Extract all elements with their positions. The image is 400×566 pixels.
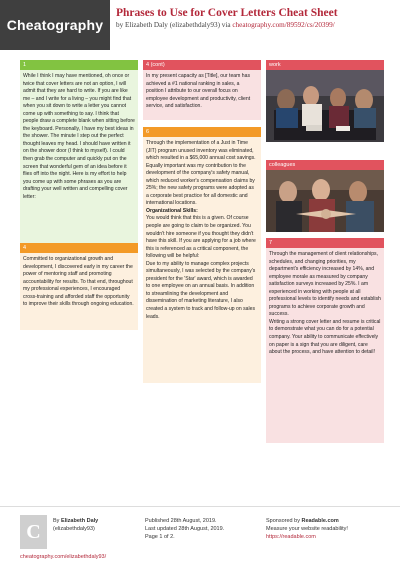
updated-date: Last updated 28th August, 2019.: [145, 526, 225, 532]
byline: [116, 20, 398, 31]
author-handle: (elizabethdaly93): [53, 526, 95, 532]
section-6-heading: 6: [143, 127, 261, 137]
section-7-heading: 7: [266, 238, 384, 248]
author-prefix: By: [53, 518, 61, 524]
publish-info: [145, 517, 224, 541]
sponsor-tagline: Measure your website readability!: [266, 526, 348, 532]
section-4-cont: [143, 60, 261, 120]
section-6: [143, 127, 261, 383]
section-colleagues: [266, 160, 384, 232]
author-avatar: C: [20, 515, 47, 549]
cheatography-logo[interactable]: Cheatography: [0, 0, 110, 50]
author-profile-link[interactable]: cheatography.com/elizabethdaly93/: [20, 554, 107, 560]
sponsor-info: [266, 517, 348, 541]
colleagues-photo: [266, 170, 384, 232]
section-6-subheading: Organizational Skills:: [146, 207, 198, 214]
section-4-cont-body: In my present capacity as [Title], our team has achieved a #1 national ranking in sales, a position I attribute to our overall focus on employee development and productivity, client service, and satisfaction.: [143, 70, 261, 120]
byline-text: by Elizabeth Daly (elizabethdaly93) via: [116, 21, 233, 29]
section-4: [20, 243, 138, 330]
author-name[interactable]: Elizabeth Daly: [60, 518, 99, 524]
page-header: [0, 0, 400, 50]
section-6-text-2: You would think that this is a given. Of course people are going to claim to be organized. You wouldn't hire someone if you thought they didn't have this skill. If you are applying for a job where this is referenced as a critical component, the following will be helpful:: [146, 215, 256, 260]
section-6-text: Through the implementation of a Just in Time (JIT) program unused inventory was eliminated, which resulted in a $65,000 annual cost savings. Equally important was my contribution to the development of the company's safety manual, which reduced worker's compensation claims by 25%; the new safety programs were adopted as a corporate best practice for all domestic and international locations.: [146, 140, 256, 207]
sponsor-link[interactable]: https://readable.com: [266, 534, 316, 540]
published-date: Published 28th August, 2019.: [145, 518, 217, 524]
section-colleagues-heading: colleagues: [266, 160, 384, 170]
author-info: [53, 517, 98, 533]
work-photo: [266, 70, 384, 142]
work-meeting-image: [266, 70, 384, 142]
title-block: [116, 6, 398, 31]
section-4-cont-heading: 4 (cont): [143, 60, 261, 70]
section-6-text-3: Due to my ability to manage complex projects simultaneously, I was selected by the company's president for the 'Star' award, which is awarded to one employee on an annual basis. In addition to streamlining the development and dissemination of marketing literature, I also created a system to track and follow-up on sales leads.: [146, 260, 256, 320]
section-7-text: Through the management of client relationships, schedules, and changing priorities, my department's efficiency increased by 14%, and employee morale as measured by company satisfaction surveys increased by 25%. I am experienced in working with people at all professional levels to identify needs and establish programs to achieve corporate growth and success.: [269, 251, 381, 318]
section-1-heading: 1: [20, 60, 138, 70]
sheet-link[interactable]: cheatography.com/89592/cs/20399/: [232, 21, 335, 29]
section-4-body: Committed to organizational growth and development, I discovered early in my career the power of mentoring staff and promoting accountability for results. To that end, throughout my professional experiences, I encouraged cross-training and afforded staff the opportunity to improve their skills through ongoing education.: [20, 253, 138, 330]
page-title: Phrases to Use for Cover Letters Cheat Sheet: [116, 7, 338, 19]
section-7: [266, 238, 384, 443]
section-4-heading: 4: [20, 243, 138, 253]
sponsor-prefix: Sponsored by: [266, 518, 302, 524]
section-7-body: [266, 248, 384, 443]
page-number: Page 1 of 2.: [145, 534, 175, 540]
section-work: [266, 60, 384, 142]
section-7-text-2: Writing a strong cover letter and resume is critical to demonstrate what you can do for a potential company. Your ability to communicate effectively on paper is a sign that you are diligent, care about the process, and have attention to detail!: [269, 318, 381, 356]
section-1: [20, 60, 138, 244]
sponsor-name[interactable]: Readable.com: [301, 518, 339, 524]
section-6-body: [143, 137, 261, 383]
section-1-body: While I think I may have mentioned, oh once or twice that cover letters are not an option, I will admit that they are hard to write. If you are like me – and I write for a living – you might find that when you sit down to write a letter you cannot come up with something to say. I think that people draw a complete blank when sitting before the keyboard. Personally, I have my best ideas in the shower. The minute I step out the perfect thought leaves my head. I should have written it on the shower door (I think to myself). I could then grab the computer and quickly put on the screen that wonderful gem of an idea before it flies off into the night. Here is my effort to help you come up with some phrases as you are drafting your well written and compelling cover letter:: [20, 70, 138, 244]
colleagues-image: [266, 170, 384, 232]
page-footer: [0, 506, 400, 566]
section-work-heading: work: [266, 60, 384, 70]
